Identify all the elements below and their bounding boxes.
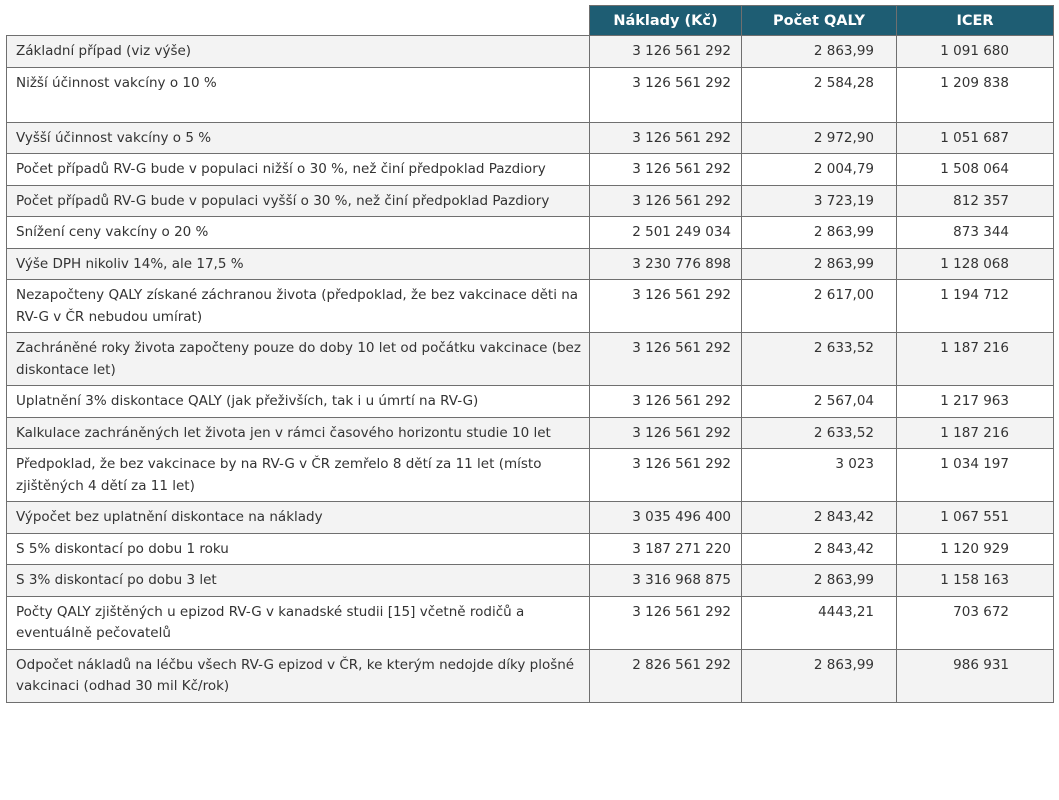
table-row — [7, 449, 1054, 502]
qaly-cell: 2 004,79 — [742, 154, 897, 186]
icer-cell: 1 067 551 — [897, 502, 1054, 534]
icer-cell: 1 217 963 — [897, 386, 1054, 418]
cost-cell: 3 126 561 292 — [590, 596, 742, 649]
qaly-cell: 2 863,99 — [742, 36, 897, 68]
qaly-cell: 2 617,00 — [742, 280, 897, 333]
header-icer: ICER — [897, 6, 1054, 36]
cost-cell: 3 126 561 292 — [590, 449, 742, 502]
qaly-cell: 3 723,19 — [742, 185, 897, 217]
icer-cell: 873 344 — [897, 217, 1054, 249]
scenario-cell: Počet případů RV-G bude v populaci nižší o 30 %, než činí předpoklad Pazdiory — [7, 154, 590, 186]
qaly-cell: 2 633,52 — [742, 417, 897, 449]
table-row — [7, 533, 1054, 565]
table-row — [7, 417, 1054, 449]
header-row — [7, 6, 1054, 36]
icer-cell: 1 120 929 — [897, 533, 1054, 565]
header-blank — [7, 6, 590, 36]
cost-cell: 3 126 561 292 — [590, 386, 742, 418]
qaly-cell: 2 843,42 — [742, 502, 897, 534]
scenario-cell: Počet případů RV-G bude v populaci vyšší o 30 %, než činí předpoklad Pazdiory — [7, 185, 590, 217]
scenario-cell: Výpočet bez uplatnění diskontace na náklady — [7, 502, 590, 534]
sensitivity-analysis-table — [6, 5, 1054, 703]
scenario-cell: Předpoklad, že bez vakcinace by na RV-G v ČR zemřelo 8 dětí za 11 let (místo zjištěných 4 dětí za 11 let) — [7, 449, 590, 502]
icer-cell: 812 357 — [897, 185, 1054, 217]
qaly-cell: 3 023 — [742, 449, 897, 502]
cost-cell: 2 826 561 292 — [590, 649, 742, 702]
table-row — [7, 565, 1054, 597]
scenario-cell: S 5% diskontací po dobu 1 roku — [7, 533, 590, 565]
icer-cell: 1 051 687 — [897, 122, 1054, 154]
icer-cell: 1 209 838 — [897, 67, 1054, 122]
qaly-cell: 4443,21 — [742, 596, 897, 649]
cost-cell: 3 126 561 292 — [590, 67, 742, 122]
icer-cell: 1 187 216 — [897, 333, 1054, 386]
table-row — [7, 248, 1054, 280]
cost-cell: 3 126 561 292 — [590, 185, 742, 217]
qaly-cell: 2 863,99 — [742, 565, 897, 597]
header-qaly: Počet QALY — [742, 6, 897, 36]
cost-cell: 3 126 561 292 — [590, 154, 742, 186]
table-row — [7, 596, 1054, 649]
cost-cell: 3 035 496 400 — [590, 502, 742, 534]
table-row — [7, 67, 1054, 122]
table-row — [7, 36, 1054, 68]
scenario-cell: Základní případ (viz výše) — [7, 36, 590, 68]
scenario-cell: Nižší účinnost vakcíny o 10 % — [7, 67, 590, 122]
cost-cell: 3 126 561 292 — [590, 36, 742, 68]
qaly-cell: 2 972,90 — [742, 122, 897, 154]
scenario-cell: Odpočet nákladů na léčbu všech RV-G epizod v ČR, ke kterým nedojde díky plošné vakcinaci (odhad 30 mil Kč/rok) — [7, 649, 590, 702]
icer-cell: 1 034 197 — [897, 449, 1054, 502]
icer-cell: 703 672 — [897, 596, 1054, 649]
qaly-cell: 2 863,99 — [742, 649, 897, 702]
cost-cell: 2 501 249 034 — [590, 217, 742, 249]
table-row — [7, 333, 1054, 386]
cost-cell: 3 126 561 292 — [590, 122, 742, 154]
icer-cell: 1 508 064 — [897, 154, 1054, 186]
scenario-cell: S 3% diskontací po dobu 3 let — [7, 565, 590, 597]
scenario-cell: Snížení ceny vakcíny o 20 % — [7, 217, 590, 249]
scenario-cell: Výše DPH nikoliv 14%, ale 17,5 % — [7, 248, 590, 280]
scenario-cell: Počty QALY zjištěných u epizod RV-G v kanadské studii [15] včetně rodičů a eventuálně pečovatelů — [7, 596, 590, 649]
table-row — [7, 502, 1054, 534]
table-row — [7, 649, 1054, 702]
icer-cell: 986 931 — [897, 649, 1054, 702]
qaly-cell: 2 863,99 — [742, 217, 897, 249]
table-row — [7, 280, 1054, 333]
table-row — [7, 217, 1054, 249]
scenario-cell: Vyšší účinnost vakcíny o 5 % — [7, 122, 590, 154]
cost-cell: 3 126 561 292 — [590, 417, 742, 449]
cost-cell: 3 316 968 875 — [590, 565, 742, 597]
qaly-cell: 2 843,42 — [742, 533, 897, 565]
table-row — [7, 122, 1054, 154]
icer-cell: 1 091 680 — [897, 36, 1054, 68]
icer-cell: 1 158 163 — [897, 565, 1054, 597]
qaly-cell: 2 863,99 — [742, 248, 897, 280]
table-row — [7, 154, 1054, 186]
icer-cell: 1 128 068 — [897, 248, 1054, 280]
qaly-cell: 2 567,04 — [742, 386, 897, 418]
table-body — [7, 36, 1054, 703]
cost-cell: 3 126 561 292 — [590, 333, 742, 386]
icer-cell: 1 194 712 — [897, 280, 1054, 333]
cost-cell: 3 187 271 220 — [590, 533, 742, 565]
icer-cell: 1 187 216 — [897, 417, 1054, 449]
cost-cell: 3 126 561 292 — [590, 280, 742, 333]
scenario-cell: Uplatnění 3% diskontace QALY (jak přeživších, tak i u úmrtí na RV-G) — [7, 386, 590, 418]
qaly-cell: 2 633,52 — [742, 333, 897, 386]
scenario-cell: Kalkulace zachráněných let života jen v rámci časového horizontu studie 10 let — [7, 417, 590, 449]
scenario-cell: Zachráněné roky života započteny pouze do doby 10 let od počátku vakcinace (bez diskontace let) — [7, 333, 590, 386]
cost-cell: 3 230 776 898 — [590, 248, 742, 280]
header-costs: Náklady (Kč) — [590, 6, 742, 36]
table-row — [7, 386, 1054, 418]
table-row — [7, 185, 1054, 217]
scenario-cell: Nezapočteny QALY získané záchranou života (předpoklad, že bez vakcinace děti na RV-G v ČR nebudou umírat) — [7, 280, 590, 333]
qaly-cell: 2 584,28 — [742, 67, 897, 122]
